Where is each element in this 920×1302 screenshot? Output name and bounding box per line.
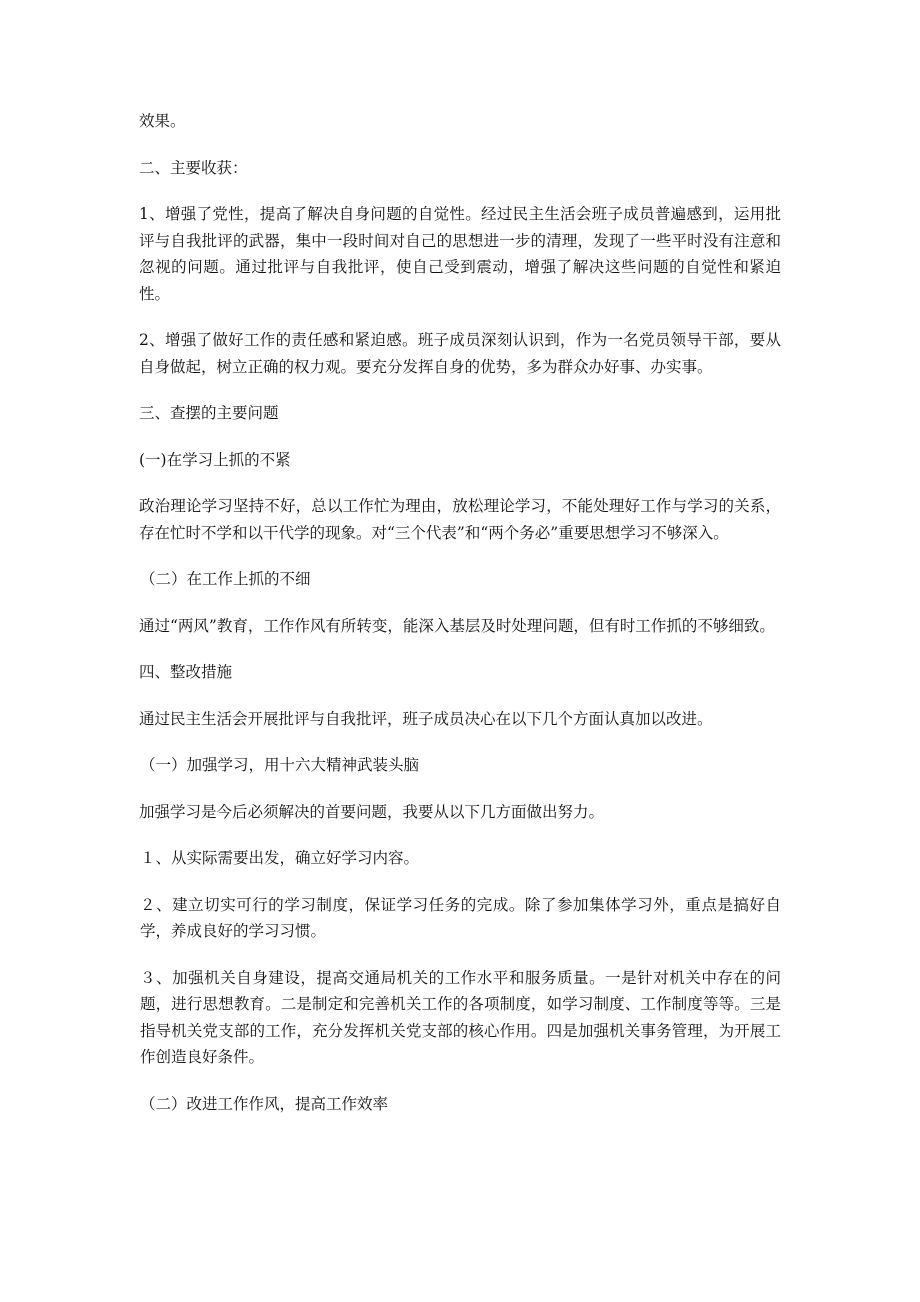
subheading-work: （二）在工作上抓的不细 (140, 570, 311, 588)
list-item-2: ２、建立切实可行的学习制度，保证学习任务的完成。除了参加集体学习外，重点是搞好自学，养成良好的学习习惯。 (140, 895, 781, 940)
paragraph-gain-2: 2、增强了做好工作的责任感和紧迫感。班子成员深刻认识到，作为一名党员领导干部，要从自身做起，树立正确的权力观。要充分发挥自身的优势，多为群众办好事、办实事。 (139, 331, 781, 376)
section-heading-main-gains: 二、主要收获： (139, 158, 248, 177)
list-item-3: ３、加强机关自身建设，提高交通局机关的工作水平和服务质量。一是针对机关中存在的问题，进行思想教育。二是制定和完善机关工作的各项制度，如学习制度、工作制度等等。三是指导机关党支部的工作，充分发挥机关党支部的核心作用。四是加强机关事务管理，为开展工作创造良好条件。 (140, 968, 781, 1066)
subheading-strengthen-study: （一）加强学习，用十六大精神武装头脑 (140, 756, 420, 774)
paragraph-measures-intro: 通过民主生活会开展批评与自我批评，班子成员决心在以下几个方面认真加以改进。 (139, 709, 713, 728)
paragraph-study-problem: 政治理论学习坚持不好，总以工作忙为理由，放松理论学习，不能处理好工作与学习的关系，存在忙时不学和以干代学的现象。对“三个代表”和“两个务必”重要思想学习不够深入。 (139, 497, 781, 542)
paragraph-gain-1: 1、增强了党性，提高了解决自身问题的自觉性。经过民主生活会班子成员普遍感到，运用批评与自我批评的武器，集中一段时间对自己的思想进一步的清理，发现了一些平时没有注意和忽视的问题。通过批评与自我批评，使自己受到震动，增强了解决这些问题的自觉性和紧迫性。 (139, 205, 781, 303)
list-item-1: １、从实际需要出发，确立好学习内容。 (140, 849, 420, 867)
paragraph-work-problem: 通过“两风”教育，工作作风有所转变，能深入基层及时处理问题，但有时工作抓的不够细致。 (139, 616, 775, 635)
subheading-improve-style: （二）改进工作作风，提高工作效率 (140, 1094, 389, 1113)
section-heading-problems: 三、查摆的主要问题 (139, 404, 279, 422)
document-body (139, 108, 781, 1137)
paragraph-study-intro: 加强学习是今后必须解决的首要问题，我要从以下几方面做出努力。 (139, 802, 605, 821)
section-heading-measures: 四、整改措施 (139, 663, 233, 681)
subheading-study: (一)在学习上抓的不紧 (139, 450, 291, 469)
paragraph-continuation: 效果。 (139, 112, 186, 130)
